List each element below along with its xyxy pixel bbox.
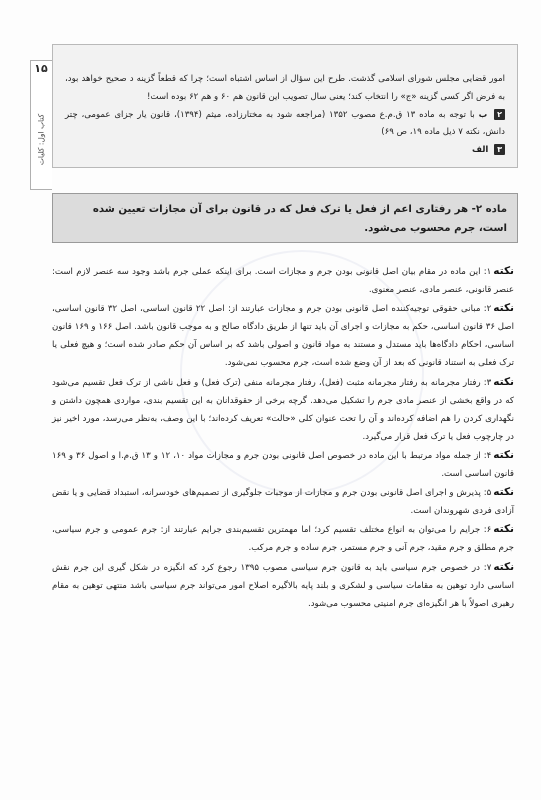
note-item: نکته۶: جرایم را می‌توان به انواع مختلف تقسیم کرد؛ اما مهمترین تقسیم‌بندی جرایم عبارتند از: جرم عمومی و جرم سیاسی، جرم مطلق و جرم مقید، جرم آنی و جرم مستمر، جرم ساده و جرم مرکب. [52,523,514,554]
answer-option: الف [471,145,489,156]
article-number: ماده ۲- [471,204,507,215]
note-keyword: نکته [493,265,514,277]
page-number: ۱۵ [34,62,48,75]
note-item: نکته۱: این ماده در مقام بیان اصل قانونی بودن جرم و مجازات است. برای اینکه عملی جرم باشد وجود سه عنصر لازم است: عنصر قانونی، عنصر مادی، عنصر معنوی. [52,265,514,296]
answer-2 [65,107,505,143]
note-keyword: نکته [493,523,514,536]
note-keyword: نکته [493,560,515,573]
article-heading-box [52,193,518,243]
note-item: نکته۲: مبانی حقوقی توجیه‌کننده اصل قانونی بودن جرم و مجازات عبارتند از: اصل ۲۲ قانون اساسی، اصل ۳۲ قانون اساسی، اصل ۳۶ قانون اساسی، حکم به مجازات و اجرای آن باید تنها از طریق دادگاه صالح و به موجب قانون باشد. اصل ۱۶۶ و ۱۶۹ قانون اساسی، احکام دادگاه‌ها باید مستدل و مستند به مواد قانون و اصولی باشد که بر اساس آن حکم صادر شده است؛ و هیچ فعلی یا ترک فعلی به استناد قانونی که بعد از آن وضع شده است، جرم محسوب نمی‌شود. [52,302,514,369]
note-keyword: نکته [493,448,514,461]
answer-3 [65,142,505,160]
answer-explanation: با توجه به ماده ۱۳ ق.م.ع مصوب ۱۳۵۲ (مراجعه شود به مختارزاده، میثم (۱۳۹۴)، قانون یار جزای عمومی، چتر دانش، نکته ۷ ذیل ماده ۱۹، ص ۶۹) [65,109,505,138]
notes-list [52,262,514,613]
note-item: نکته۵: پذیرش و اجرای اصل قانونی بودن جرم و مجازات از موجبات جلوگیری از تصمیم‌های خودسرانه، استبداد قضایی و یا نقض آزادی فردی شهروندان است. [52,486,514,517]
article-text: هر رفتاری اعم از فعل یا ترک فعل که در قانون برای آن مجازات تعیین شده است، جرم محسوب می‌شود. [92,204,507,234]
note-keyword: نکته [493,375,514,388]
answer-number-badge: ۲ [494,109,505,120]
note-item: نکته۷: در خصوص جرم سیاسی باید به قانون جرم سیاسی مصوب ۱۳۹۵ رجوع کرد که انگیزه در شکل گیری این جرم نقش اساسی دارد توهین به مقامات سیاسی و لشکری و بلند پایه بالاگیره اصلاح امور می‌تواند جرم سیاسی باشد منتهی توهین به مقام رهبری اصولاً با هر انگیزه‌ای جرم امنیتی محسوب می‌شود. [52,560,515,609]
note-keyword: نکته [493,486,514,499]
note-item: نکته۴: از جمله مواد مرتبط با این ماده در خصوص اصل قانونی بودن جرم و مجازات مواد ۱۰، ۱۲ و ۱۳ ق.م.ا و اصول ۳۶ و ۱۶۹ قانون اساسی است. [52,448,514,480]
answer-box [52,44,518,168]
answer-number-badge: ۳ [494,144,505,155]
answer-option: ب [478,109,488,120]
chapter-label: کتاب اول: کلیات [36,113,46,166]
answer-text: امور قضایی مجلس شورای اسلامی گذشت. طرح این سؤال از اساس اشتباه است؛ چرا که قطعاً گزینه د صحیح خواهد بود، به فرض اگر کسی گزینه «ج» را انتخاب کند؛ یعنی سال تصویب این قانون هم ۶۰ و هم ۶۲ بوده است! [65,74,505,102]
note-item: نکته۳: رفتار مجرمانه به رفتار مجرمانه مثبت (فعل)، رفتار مجرمانه منفی (ترک فعل) و فعل ناشی از ترک فعل تقسیم می‌شود که در واقع بخشی از عنصر مادی جرم را تشکیل می‌دهد. گرچه برخی از حقوقدانان به این تقسیم بندی، مواردی همچون داشتن و نگهداری کردن را هم اضافه کرده‌اند و آن را تحت عنوان کلی «حالت» تعریف کرده‌اند؛ با این وصف، به‌نظر می‌رسد، مورد اخیر نیز در چارچوب فعل یا ترک فعل قرار می‌گیرد. [52,375,514,442]
note-keyword: نکته [493,302,514,315]
